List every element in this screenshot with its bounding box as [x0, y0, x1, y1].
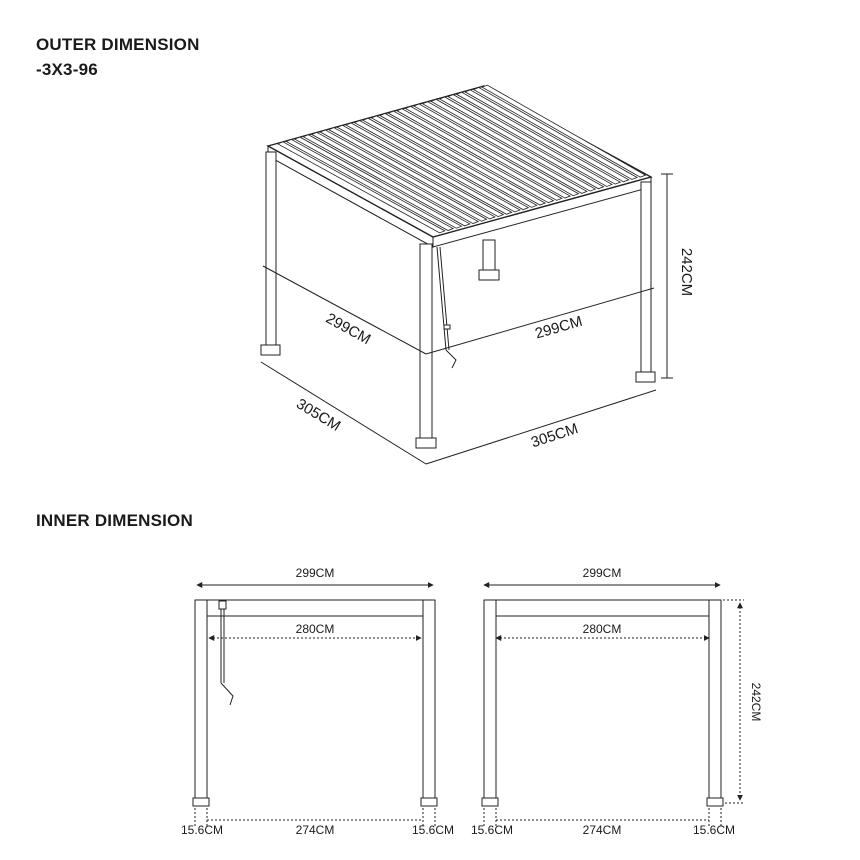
- post-back-center: [479, 240, 499, 280]
- outer-height-label: 242CM: [678, 247, 695, 297]
- base-left-dim-line: [261, 362, 426, 464]
- left-top-beam: [195, 600, 435, 616]
- left-top-width-label: 299CM: [295, 566, 335, 580]
- right-beam-width-label: 280CM: [582, 622, 622, 636]
- right-post-r: [709, 600, 721, 800]
- left-post-r: [423, 600, 435, 800]
- roof-louvers: [278, 85, 646, 233]
- right-height-label: 242CM: [749, 682, 763, 722]
- outer-base-left-label: 305CM: [293, 395, 344, 435]
- right-top-width-label: 299CM: [582, 566, 622, 580]
- post-front-left: [416, 244, 436, 448]
- left-post-right-label: 15.6CM: [411, 823, 455, 837]
- left-clear-width-label: 274CM: [295, 823, 335, 837]
- right-post-right-label: 15.6CM: [692, 823, 736, 837]
- outer-dimension-heading: OUTER DIMENSION: [36, 35, 200, 54]
- base-right-dim-line: [426, 390, 656, 464]
- inner-right-dim-line: [426, 288, 654, 354]
- right-post-l: [484, 600, 496, 800]
- outer-inner-left-label: 299CM: [322, 309, 374, 349]
- inner-dimension-heading: INNER DIMENSION: [36, 511, 193, 530]
- inner-crank-handle: [219, 601, 233, 705]
- left-post-l: [195, 600, 207, 800]
- left-post-left-label: 15.6CM: [180, 823, 224, 837]
- model-code: -3X3-96: [36, 60, 98, 79]
- outer-inner-right-label: 299CM: [533, 312, 585, 343]
- post-front-right: [636, 182, 655, 382]
- inner-left-dim-line: [263, 266, 426, 354]
- left-beam-width-label: 280CM: [295, 622, 335, 636]
- post-back-left: [261, 152, 280, 355]
- right-clear-width-label: 274CM: [582, 823, 622, 837]
- right-post-left-label: 15.6CM: [470, 823, 514, 837]
- right-top-beam: [484, 600, 721, 616]
- outer-base-right-label: 305CM: [528, 420, 581, 452]
